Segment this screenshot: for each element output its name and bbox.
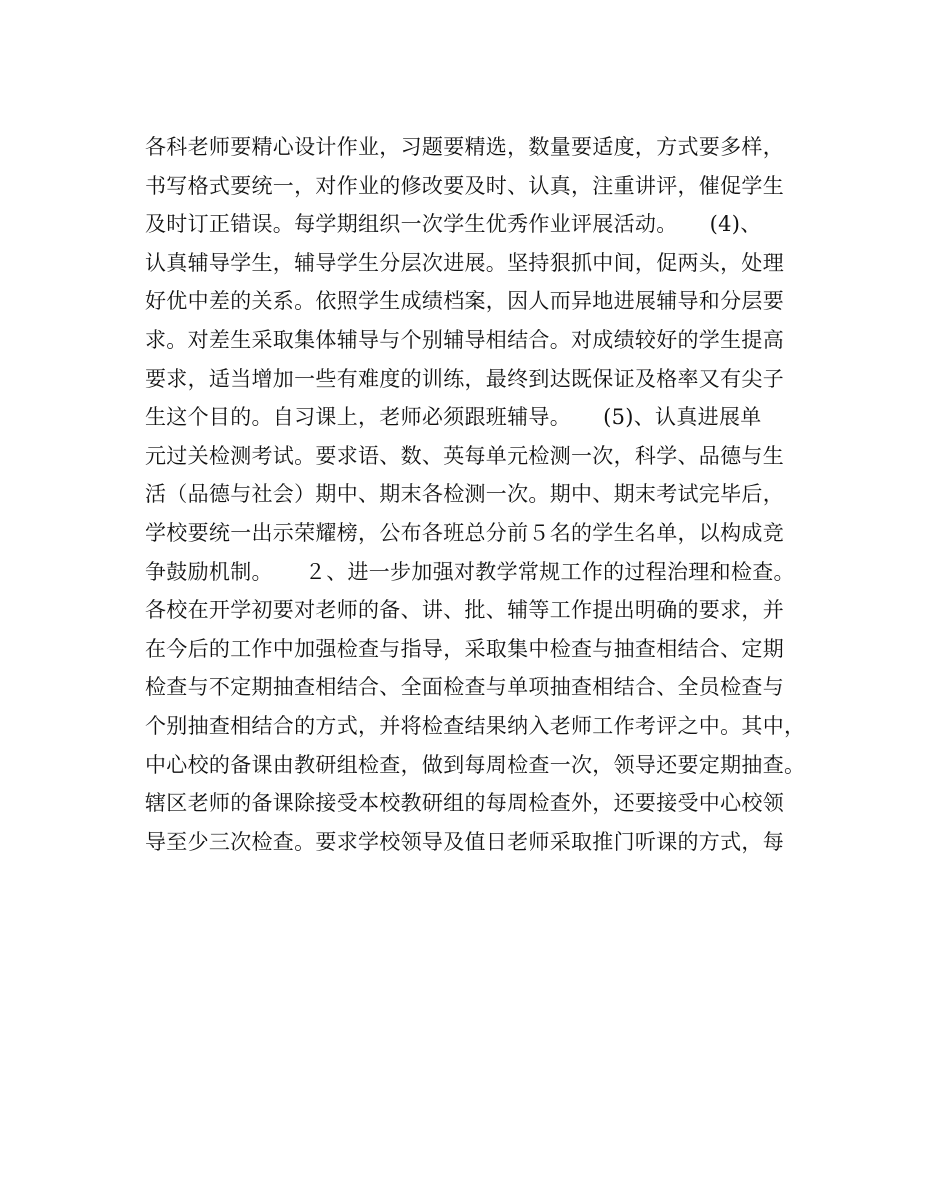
text-line: 中心校的备课由教研组检查，做到每周检查一次，领导还要定期抽查。 xyxy=(145,752,806,777)
text-line: 导至少三次检查。要求学校领导及值日老师采取推门听课的方式，每 xyxy=(145,829,784,854)
text-line: 活（品德与社会）期中、期末各检测一次。期中、期末考试完毕后， xyxy=(145,482,784,507)
text-line: 书写格式要统一，对作业的修改要及时、认真，注重讲评，催促学生 xyxy=(145,173,784,198)
text-line: 及时订正错误。每学期组织一次学生优秀作业评展活动。 (4)、 xyxy=(145,212,762,237)
text-line: 认真辅导学生，辅导学生分层次进展。坚持狠抓中间，促两头，处理 xyxy=(145,250,784,275)
body-text xyxy=(145,128,835,861)
text-line: 个别抽查相结合的方式，并将检查结果纳入老师工作考评之中。其中， xyxy=(145,713,806,738)
text-line: 争鼓励机制。 ２、进一步加强对教学常规工作的过程治理和检查。 xyxy=(145,559,795,584)
text-line: 学校要统一出示荣耀榜，公布各班总分前５名的学生名单，以构成竞 xyxy=(145,520,784,545)
text-line: 检查与不定期抽查相结合、全面检查与单项抽查相结合、全员检查与 xyxy=(145,675,784,700)
text-line: 在今后的工作中加强检查与指导，采取集中检查与抽查相结合、定期 xyxy=(145,636,784,661)
text-line: 各科老师要精心设计作业，习题要精选，数量要适度，方式要多样， xyxy=(145,135,784,159)
text-line: 求。对差生采取集体辅导与个别辅导相结合。对成绩较好的学生提高 xyxy=(145,327,784,352)
text-line: 要求，适当增加一些有难度的训练，最终到达既保证及格率又有尖子 xyxy=(145,366,784,391)
text-line: 生这个目的。自习课上，老师必须跟班辅导。 (5)、认真进展单 xyxy=(145,405,762,430)
text-line: 元过关检测考试。要求语、数、英每单元检测一次，科学、品德与生 xyxy=(145,443,784,468)
text-line: 好优中差的关系。依照学生成绩档案，因人而异地进展辅导和分层要 xyxy=(145,289,784,314)
text-line: 各校在开学初要对老师的备、讲、批、辅等工作提出明确的要求，并 xyxy=(145,598,784,623)
text-line: 辖区老师的备课除接受本校教研组的每周检查外，还要接受中心校领 xyxy=(145,791,784,816)
